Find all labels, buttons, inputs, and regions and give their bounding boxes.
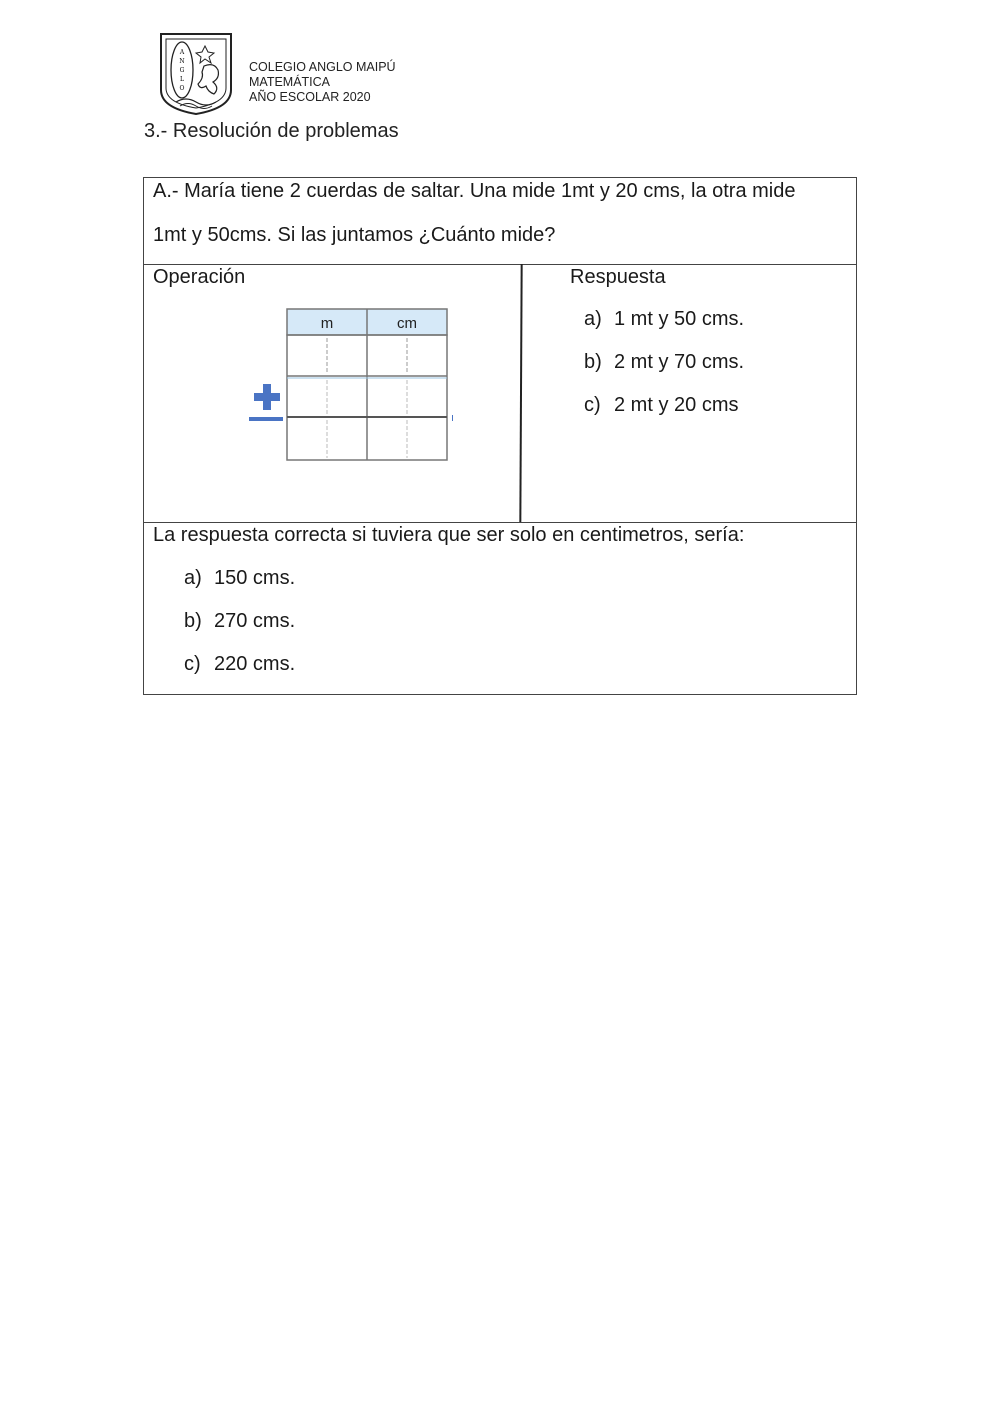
option-text: 270 cms. [214, 610, 296, 632]
answer-option-c[interactable] [584, 394, 738, 417]
cm-option-b[interactable] [184, 610, 295, 633]
svg-text:L: L [180, 76, 184, 83]
option-letter: b) [184, 610, 202, 632]
grid-header-m: m [320, 315, 334, 332]
tick-mark [452, 415, 453, 421]
svg-text:G: G [179, 67, 185, 74]
minus-bar-icon [249, 417, 283, 421]
centimeters-prompt: La respuesta correcta si tuviera que ser solo en centimetros, sería: [153, 524, 745, 546]
option-letter: c) [184, 653, 201, 675]
school-year: AÑO ESCOLAR 2020 [249, 90, 371, 104]
answer-option-a[interactable] [584, 308, 744, 331]
plus-icon [254, 384, 280, 410]
option-letter: b) [584, 351, 602, 373]
subject-name: MATEMÁTICA [249, 75, 331, 89]
operation-label: Operación [153, 266, 246, 288]
answer-option-b[interactable] [584, 351, 744, 374]
option-letter: a) [584, 308, 602, 330]
problem-line-2: 1mt y 50cms. Si las juntamos ¿Cuánto mide? [153, 224, 556, 246]
problem-table [143, 177, 857, 695]
school-name: COLEGIO ANGLO MAIPÚ [249, 60, 396, 74]
problem-line-1: A.- María tiene 2 cuerdas de saltar. Una mide 1mt y 20 cms, la otra mide [153, 180, 796, 202]
school-crest-logo [158, 32, 234, 116]
cm-option-c[interactable] [184, 653, 295, 676]
option-letter: c) [584, 394, 601, 416]
grid-header-cm: cm [397, 315, 417, 332]
svg-text:A: A [179, 49, 185, 56]
place-value-grid [286, 308, 448, 462]
problem-statement [144, 178, 856, 265]
svg-text:N: N [179, 58, 185, 65]
option-text: 150 cms. [214, 567, 296, 589]
row-divider [144, 522, 856, 523]
document-header [158, 32, 558, 112]
option-letter: a) [184, 567, 202, 589]
school-info [249, 60, 396, 105]
option-text: 1 mt y 50 cms. [614, 308, 745, 330]
cm-option-a[interactable] [184, 567, 295, 590]
option-text: 2 mt y 70 cms. [614, 351, 745, 373]
option-text: 220 cms. [214, 653, 296, 675]
option-text: 2 mt y 20 cms [614, 394, 739, 416]
column-divider [519, 264, 522, 522]
answer-label: Respuesta [570, 266, 666, 288]
svg-text:O: O [179, 85, 185, 92]
section-title: 3.- Resolución de problemas [144, 120, 399, 142]
